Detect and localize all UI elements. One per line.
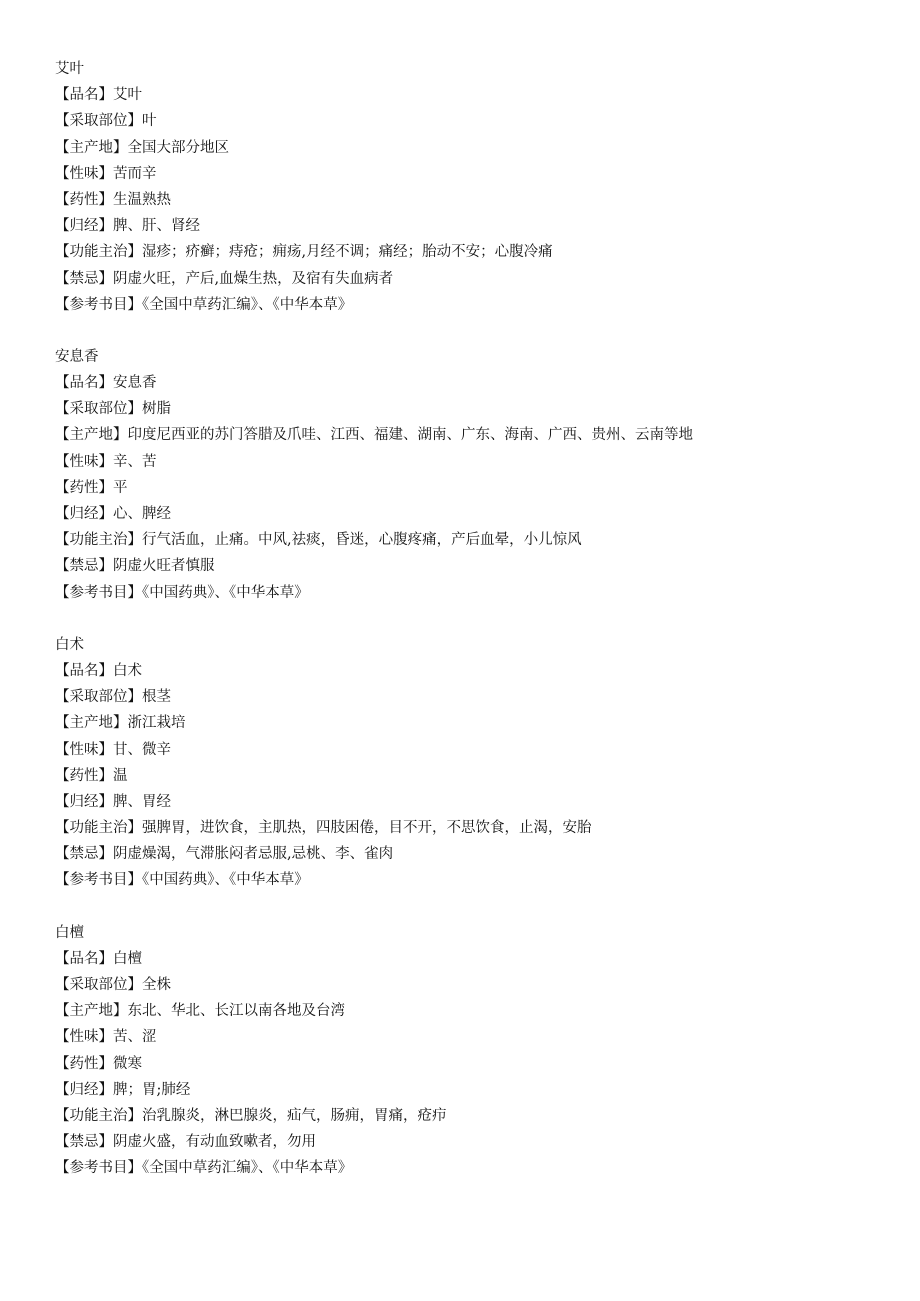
herb-title: 艾叶 [55,61,84,77]
field-label: 【性味】 [55,741,113,758]
field-label: 【主产地】 [55,139,128,156]
field-part-used [55,684,895,710]
field-indications [55,239,895,265]
field-value: 脾、胃经 [113,793,171,810]
field-references [55,1155,895,1181]
field-meridian [55,789,895,815]
field-origin [55,422,895,448]
field-label: 【归经】 [55,793,113,810]
field-label: 【药性】 [55,479,113,496]
field-value: 阴虚火盛，有动血致嗽者，勿用 [113,1134,316,1151]
field-value: 印度尼西亚的苏门答腊及爪哇、江西、福建、湖南、广东、海南、广西、贵州、云南等地 [127,427,693,444]
field-label: 【品名】 [55,87,113,104]
field-nature [55,763,895,789]
field-origin [55,135,895,161]
field-value: 全国大部分地区 [127,139,229,156]
field-contraindications [55,266,895,292]
field-label: 【归经】 [55,1081,113,1098]
field-references [55,580,895,606]
field-value: 叶 [142,113,157,130]
field-value: 生温熟热 [113,191,171,208]
field-label: 【主产地】 [55,427,128,444]
field-label: 【功能主治】 [55,820,142,837]
field-value: 甘、微辛 [113,741,171,758]
field-meridian [55,1077,895,1103]
field-value: 全株 [142,977,171,993]
field-label: 【禁忌】 [55,270,113,287]
field-label: 【禁忌】 [55,1134,113,1151]
field-name [55,946,895,972]
field-value: 白术 [113,662,142,679]
field-name [55,370,895,396]
field-references [55,867,895,893]
herb-entry-aiye [55,56,895,318]
herb-entry-baitan [55,920,895,1182]
field-value: 微寒 [113,1055,142,1072]
document-page [55,56,895,1208]
herb-title: 白术 [55,636,84,653]
field-part-used [55,108,895,134]
field-label: 【归经】 [55,506,113,522]
field-value: 树脂 [142,401,171,418]
field-label: 【功能主治】 [55,244,142,261]
field-contraindications [55,553,895,579]
field-label: 【药性】 [55,767,113,784]
field-label: 【参考书目】 [55,296,142,313]
field-value: 白檀 [113,950,142,967]
field-origin [55,998,895,1024]
field-taste [55,449,895,475]
field-label: 【参考书目】 [55,872,142,889]
field-value: 阴虚火旺者慎服 [113,558,215,575]
field-label: 【性味】 [55,1029,113,1046]
field-value: 强脾胃，进饮食，主肌热，四肢困倦，目不开，不思饮食，止渴，安胎 [142,820,592,837]
field-value: 行气活血，止痛。中风,祛痰，昏迷，心腹疼痛，产后血晕，小儿惊风 [142,532,582,549]
field-taste [55,1024,895,1050]
field-label: 【采取部位】 [55,689,142,706]
field-taste [55,161,895,187]
field-value: 浙江栽培 [127,715,186,732]
field-label: 【功能主治】 [55,532,142,549]
field-value: 安息香 [113,375,157,392]
field-meridian [55,213,895,239]
field-label: 【主产地】 [55,1003,128,1020]
field-value: 根茎 [142,689,171,706]
field-origin [55,710,895,736]
field-meridian [55,501,895,527]
field-label: 【归经】 [55,218,113,235]
field-value: 艾叶 [113,87,142,104]
field-value: 阴虚火旺，产后,血燥生热，及宿有失血病者 [113,270,394,287]
field-value: 脾；胃;肺经 [113,1081,191,1098]
field-value: 治乳腺炎，淋巴腺炎，疝气，肠痈，胃痛，疮疖 [142,1107,447,1124]
field-indications [55,527,895,553]
field-value: 辛、苦 [113,453,157,470]
field-value: 阴虚燥渴，气滞胀闷者忌服,忌桃、李、雀肉 [113,846,394,863]
field-label: 【禁忌】 [55,558,113,575]
field-label: 【品名】 [55,662,113,679]
herb-title: 安息香 [55,348,99,365]
field-label: 【采取部位】 [55,401,142,418]
field-nature [55,475,895,501]
field-label: 【主产地】 [55,715,128,732]
field-contraindications [55,841,895,867]
herb-title: 白檀 [55,924,84,941]
field-label: 【采取部位】 [55,977,142,993]
field-value: 平 [113,479,128,496]
field-contraindications [55,1129,895,1155]
field-value: 湿疹；疥癣；痔疮；痈疡,月经不调；痛经；胎动不安；心腹冷痛 [142,244,553,261]
field-part-used [55,396,895,422]
field-part-used [55,972,895,998]
field-label: 【品名】 [55,950,113,967]
field-value: 温 [113,767,128,784]
field-label: 【药性】 [55,1055,113,1072]
field-label: 【采取部位】 [55,113,142,130]
field-value: 东北、华北、长江以南各地及台湾 [127,1003,345,1020]
field-references [55,292,895,318]
field-label: 【性味】 [55,165,113,182]
field-label: 【药性】 [55,191,113,208]
field-value: 苦而辛 [113,165,157,182]
field-label: 【品名】 [55,375,113,392]
field-nature [55,187,895,213]
field-label: 【参考书目】 [55,584,142,601]
field-indications [55,815,895,841]
field-value: 《全国中草药汇编》、《中华本草》 [142,1160,353,1177]
field-indications [55,1103,895,1129]
herb-entry-anxixiang [55,344,895,606]
field-value: 《全国中草药汇编》、《中华本草》 [142,296,353,313]
field-name [55,658,895,684]
field-label: 【参考书目】 [55,1160,142,1177]
field-label: 【禁忌】 [55,846,113,863]
field-value: 心、脾经 [113,506,171,522]
field-value: 《中国药典》、《中华本草》 [142,872,309,889]
field-taste [55,737,895,763]
herb-entry-baizhu [55,632,895,894]
field-label: 【功能主治】 [55,1107,142,1124]
field-name [55,82,895,108]
field-value: 苦、涩 [113,1029,157,1046]
field-value: 《中国药典》、《中华本草》 [142,584,309,601]
field-value: 脾、肝、肾经 [113,218,200,235]
field-nature [55,1051,895,1077]
field-label: 【性味】 [55,453,113,470]
